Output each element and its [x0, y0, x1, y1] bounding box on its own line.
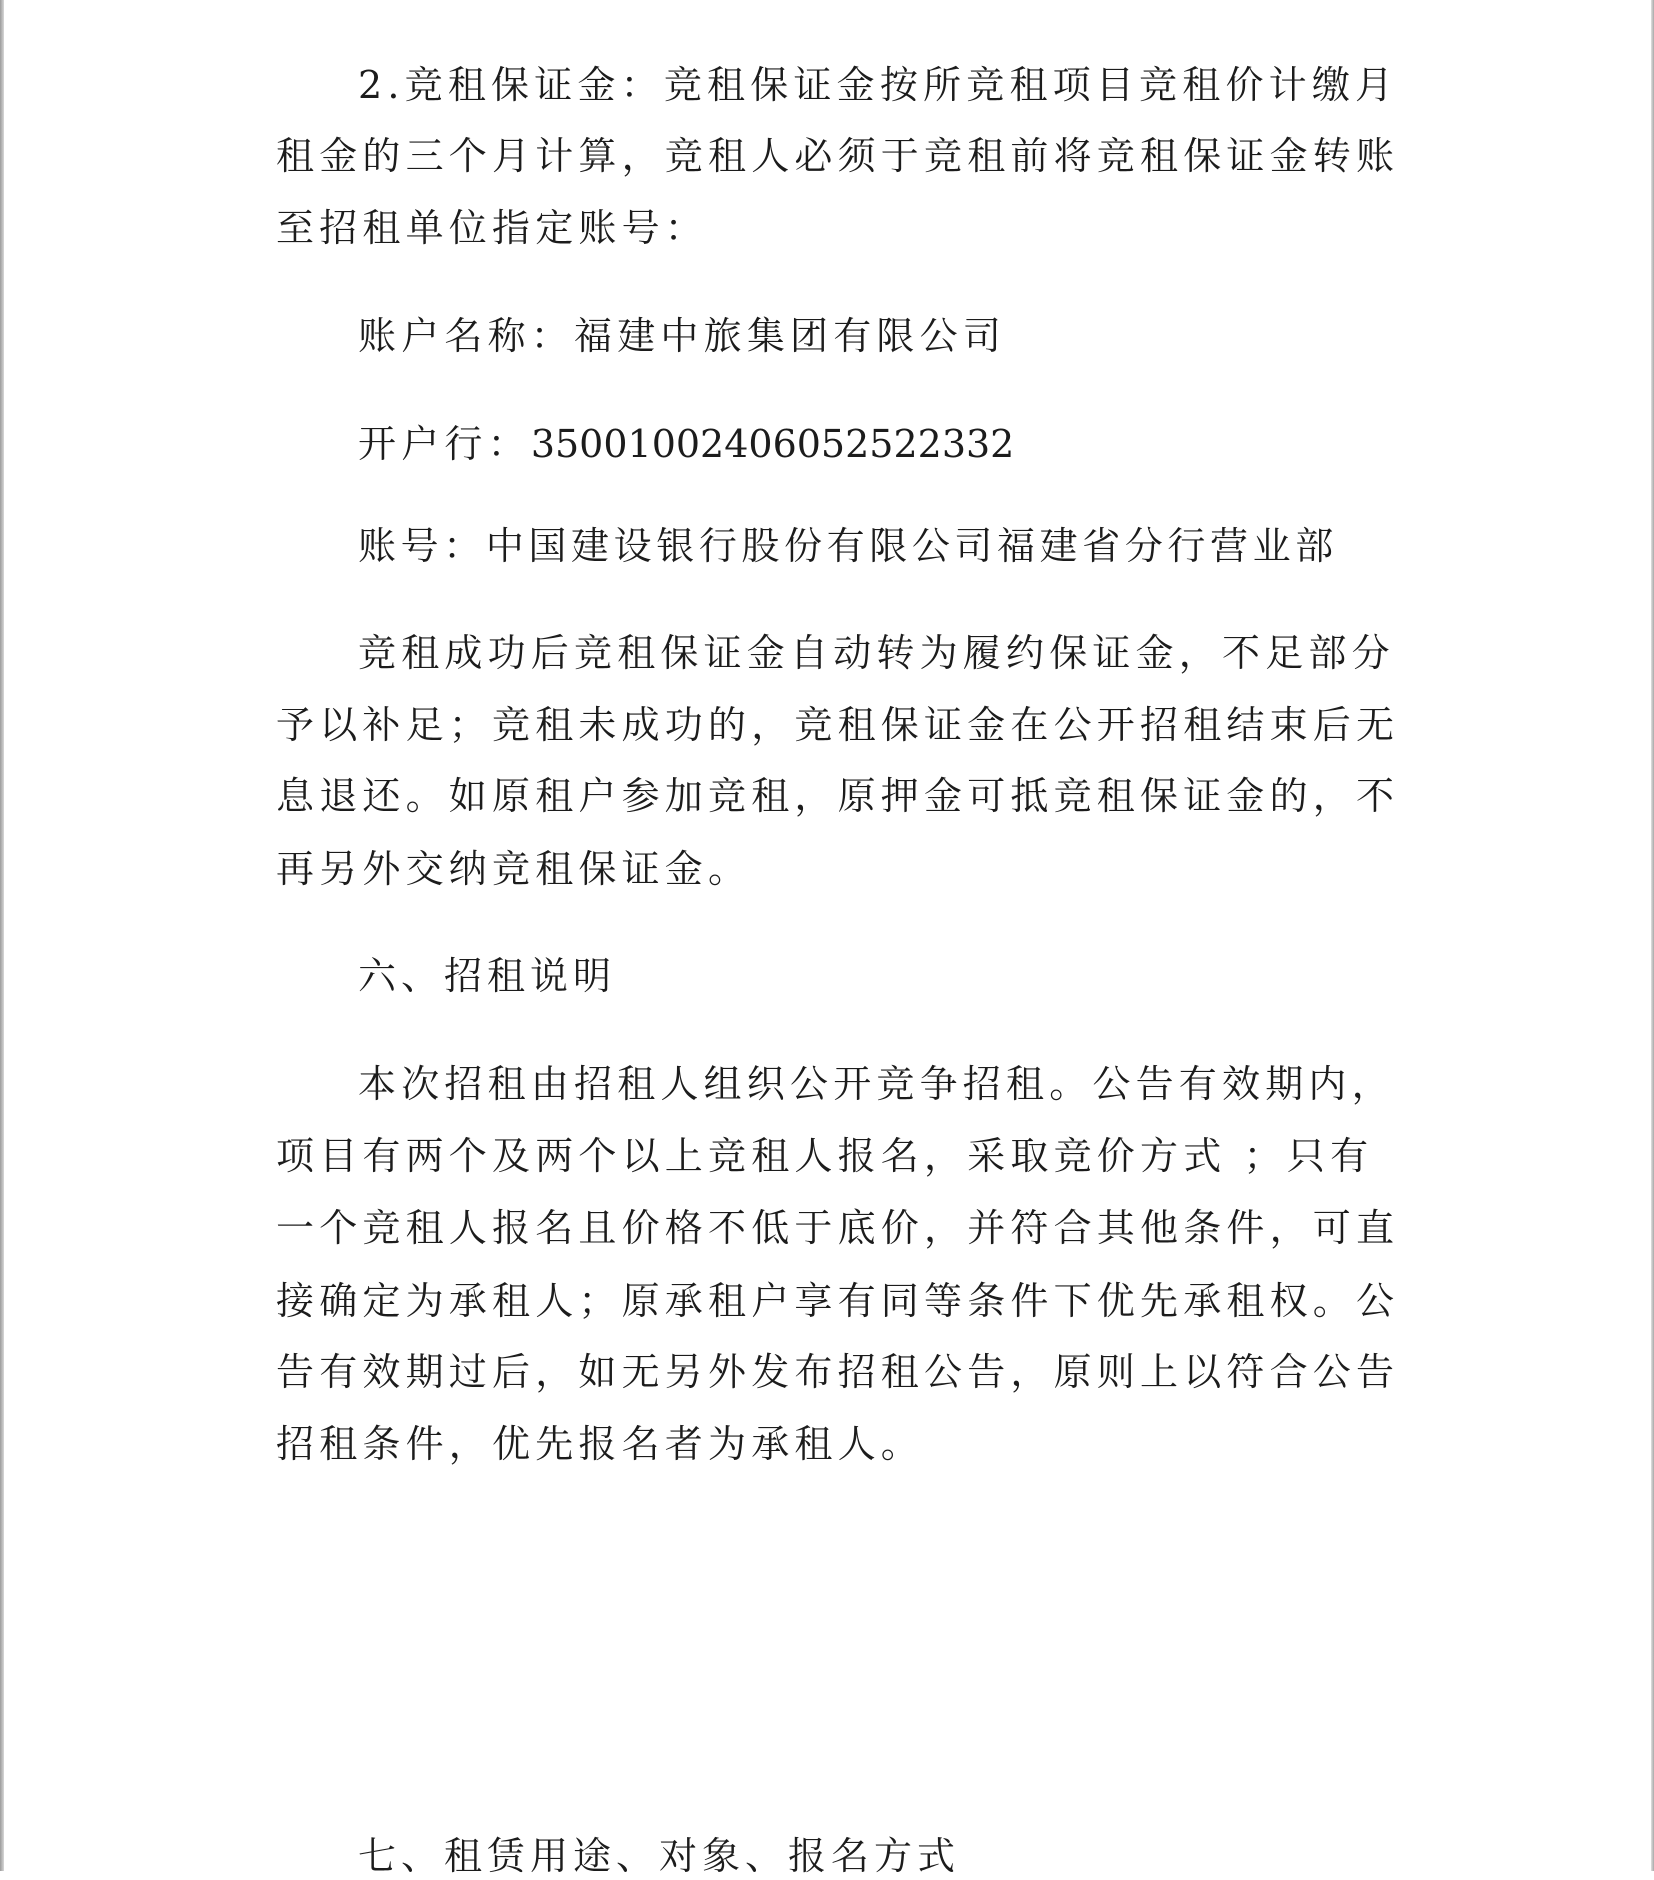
deposit-paragraph-line-2: 租金的三个月计算，竞租人必须于竞租前将竞租保证金转账: [276, 134, 1400, 178]
account-number-label: 账号：: [358, 524, 486, 568]
account-number-value: 中国建设银行股份有限公司福建省分行营业部: [485, 524, 1338, 568]
deposit-paragraph-line-3: 至招租单位指定账号：: [276, 206, 709, 250]
deposit-rules-line-2: 予以补足；竞租未成功的，竞租保证金在公开招租结束后无: [276, 703, 1400, 747]
section-6-line-4: 接确定为承租人；原承租户享有同等条件下优先承租权。公: [276, 1279, 1400, 1323]
deposit-rules-line-1: 竞租成功后竞租保证金自动转为履约保证金，不足部分: [358, 631, 1395, 675]
deposit-rules-line-4: 再另外交纳竞租保证金。: [276, 847, 752, 891]
section-6-line-2: 项目有两个及两个以上竞租人报名，采取竞价方式 ；只有: [276, 1134, 1374, 1178]
deposit-rules-line-3: 息退还。如原租户参加竞租，原押金可抵竞租保证金的，不: [276, 774, 1400, 818]
section-6-line-6: 招租条件，优先报名者为承租人。: [276, 1422, 925, 1466]
bank-value: 35001002406052522332: [530, 422, 1015, 466]
section-6-line-5: 告有效期过后，如无另外发布招租公告，原则上以符合公告: [276, 1350, 1400, 1394]
section-6-line-1: 本次招租由招租人组织公开竞争招租。公告有效期内，: [358, 1062, 1395, 1106]
section-6-heading: 六、招租说明: [358, 954, 617, 998]
bank-label: 开户行：: [358, 422, 531, 466]
account-name-row: [358, 312, 1498, 360]
account-number-row: [358, 522, 1498, 570]
account-name-label: 账户名称：: [358, 314, 575, 358]
section-7-heading: 七、租赁用途、对象、报名方式: [358, 1834, 961, 1878]
section-6-line-3: 一个竞租人报名且价格不低于底价，并符合其他条件，可直: [276, 1206, 1400, 1250]
deposit-paragraph-line-1: 2.竞租保证金：竞租保证金按所竞租项目竞租价计缴月: [358, 63, 1399, 107]
account-name-value: 福建中旅集团有限公司: [574, 314, 1007, 358]
bank-row: [358, 420, 1498, 468]
